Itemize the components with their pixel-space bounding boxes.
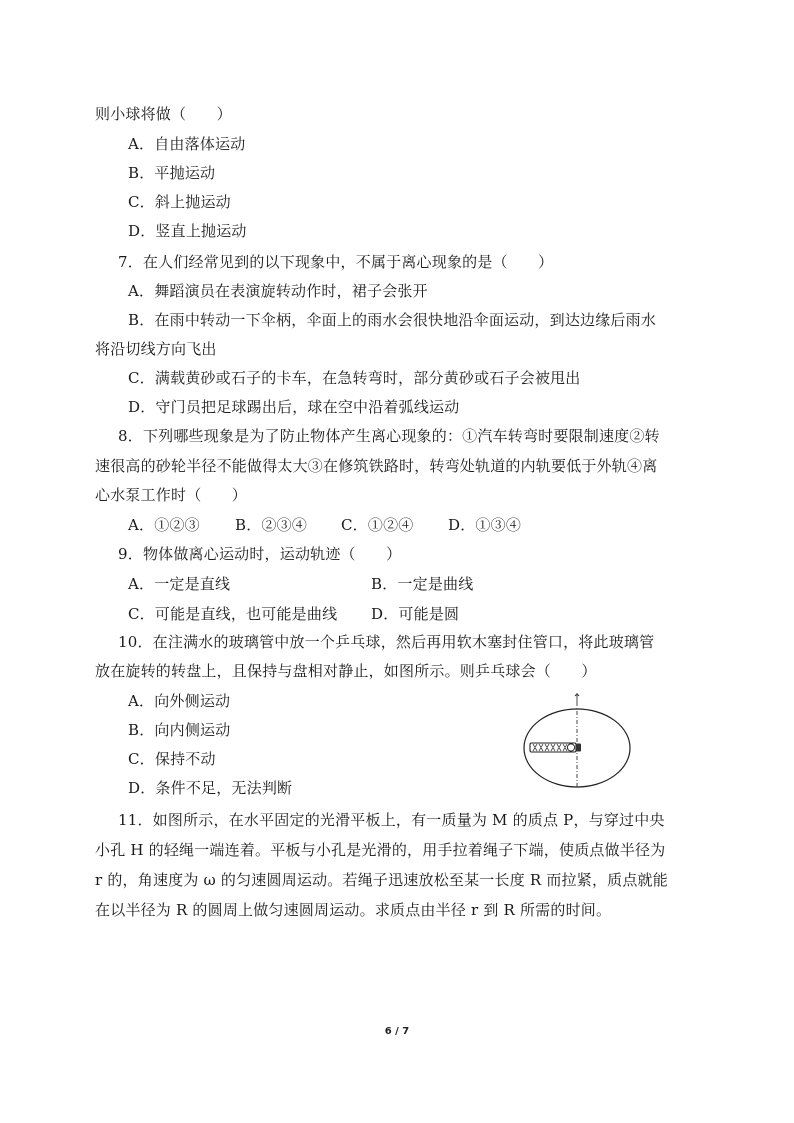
q8-stem-line2: 速很高的砂轮半径不能做得太大③在修筑铁路时，转弯处轨道的内轨要低于外轨④离 <box>95 457 658 475</box>
q8-option-b: B．②③④ <box>235 516 308 534</box>
q7-option-b-line1: B．在雨中转动一下伞柄，伞面上的雨水会很快地沿伞面运动，到达边缘后雨水 <box>128 311 657 329</box>
q10-option-c: C．保持不动 <box>128 750 216 768</box>
q6-option-c: C．斜上抛运动 <box>128 193 231 211</box>
q11-stem-line2: 小孔 H 的轻绳一端连着。平板与小孔是光滑的，用手拉着绳子下端，使质点做半径为 <box>95 841 666 859</box>
q7-option-a: A．舞蹈演员在表演旋转动作时，裙子会张开 <box>128 282 428 300</box>
q7-stem: 7．在人们经常见到的以下现象中，不属于离心现象的是（ ） <box>118 253 554 271</box>
q7-option-d: D．守门员把足球踢出后，球在空中沿着弧线运动 <box>128 398 460 416</box>
q10-stem-line2: 放在旋转的转盘上，且保持与盘相对静止，如图所示。则乒乓球会（ ） <box>95 662 597 680</box>
turntable-figure <box>522 690 632 790</box>
ping-pong-ball <box>567 744 574 751</box>
q11-stem-line4: 在以半径为 R 的圆周上做匀速圆周运动。求质点由半径 r 到 R 所需的时间。 <box>95 901 612 919</box>
q6-option-b: B．平抛运动 <box>128 164 216 182</box>
q9-option-b: B．一定是曲线 <box>371 575 474 593</box>
page-number: 6 / 7 <box>384 1026 410 1037</box>
q10-option-d: D．条件不足，无法判断 <box>128 779 293 797</box>
q9-stem: 9．物体做离心运动时，运动轨迹（ ） <box>118 545 402 563</box>
q10-stem-line1: 10．在注满水的玻璃管中放一个乒乓球，然后再用软木塞封住管口，将此玻璃管 <box>118 633 655 651</box>
q11-stem-line1: 11．如图所示，在水平固定的光滑平板上，有一质量为 M 的质点 P，与穿过中央 <box>118 811 665 829</box>
q8-option-c: C．①②④ <box>341 516 414 534</box>
q9-option-a: A．一定是直线 <box>128 575 231 593</box>
q10-option-b: B．向内侧运动 <box>128 721 231 739</box>
q6-option-d: D．竖直上抛运动 <box>128 222 247 240</box>
q9-option-d: D．可能是圆 <box>371 605 460 623</box>
q10-option-a: A．向外侧运动 <box>128 692 231 710</box>
q8-stem-line3: 心水泵工作时（ ） <box>95 486 248 504</box>
cork-stopper <box>576 744 581 752</box>
q8-option-d: D．①③④ <box>448 516 522 534</box>
q8-stem-line1: 8．下列哪些现象是为了防止物体产生离心现象的：①汽车转弯时要限制速度②转 <box>118 427 660 445</box>
q6-stem-tail: 则小球将做（ ） <box>95 105 232 123</box>
q7-option-c: C．满载黄砂或石子的卡车，在急转弯时，部分黄砂或石子会被甩出 <box>128 369 581 387</box>
q8-option-a: A．①②③ <box>128 516 200 534</box>
q7-option-b-line2: 将沿切线方向飞出 <box>95 340 217 358</box>
q9-option-c: C．可能是直线，也可能是曲线 <box>128 605 338 623</box>
q6-option-a: A．自由落体运动 <box>128 135 246 153</box>
q11-stem-line3: r 的，角速度为 ω 的匀速圆周运动。若绳子迅速放松至某一长度 R 而拉紧，质点就能 <box>95 871 668 889</box>
